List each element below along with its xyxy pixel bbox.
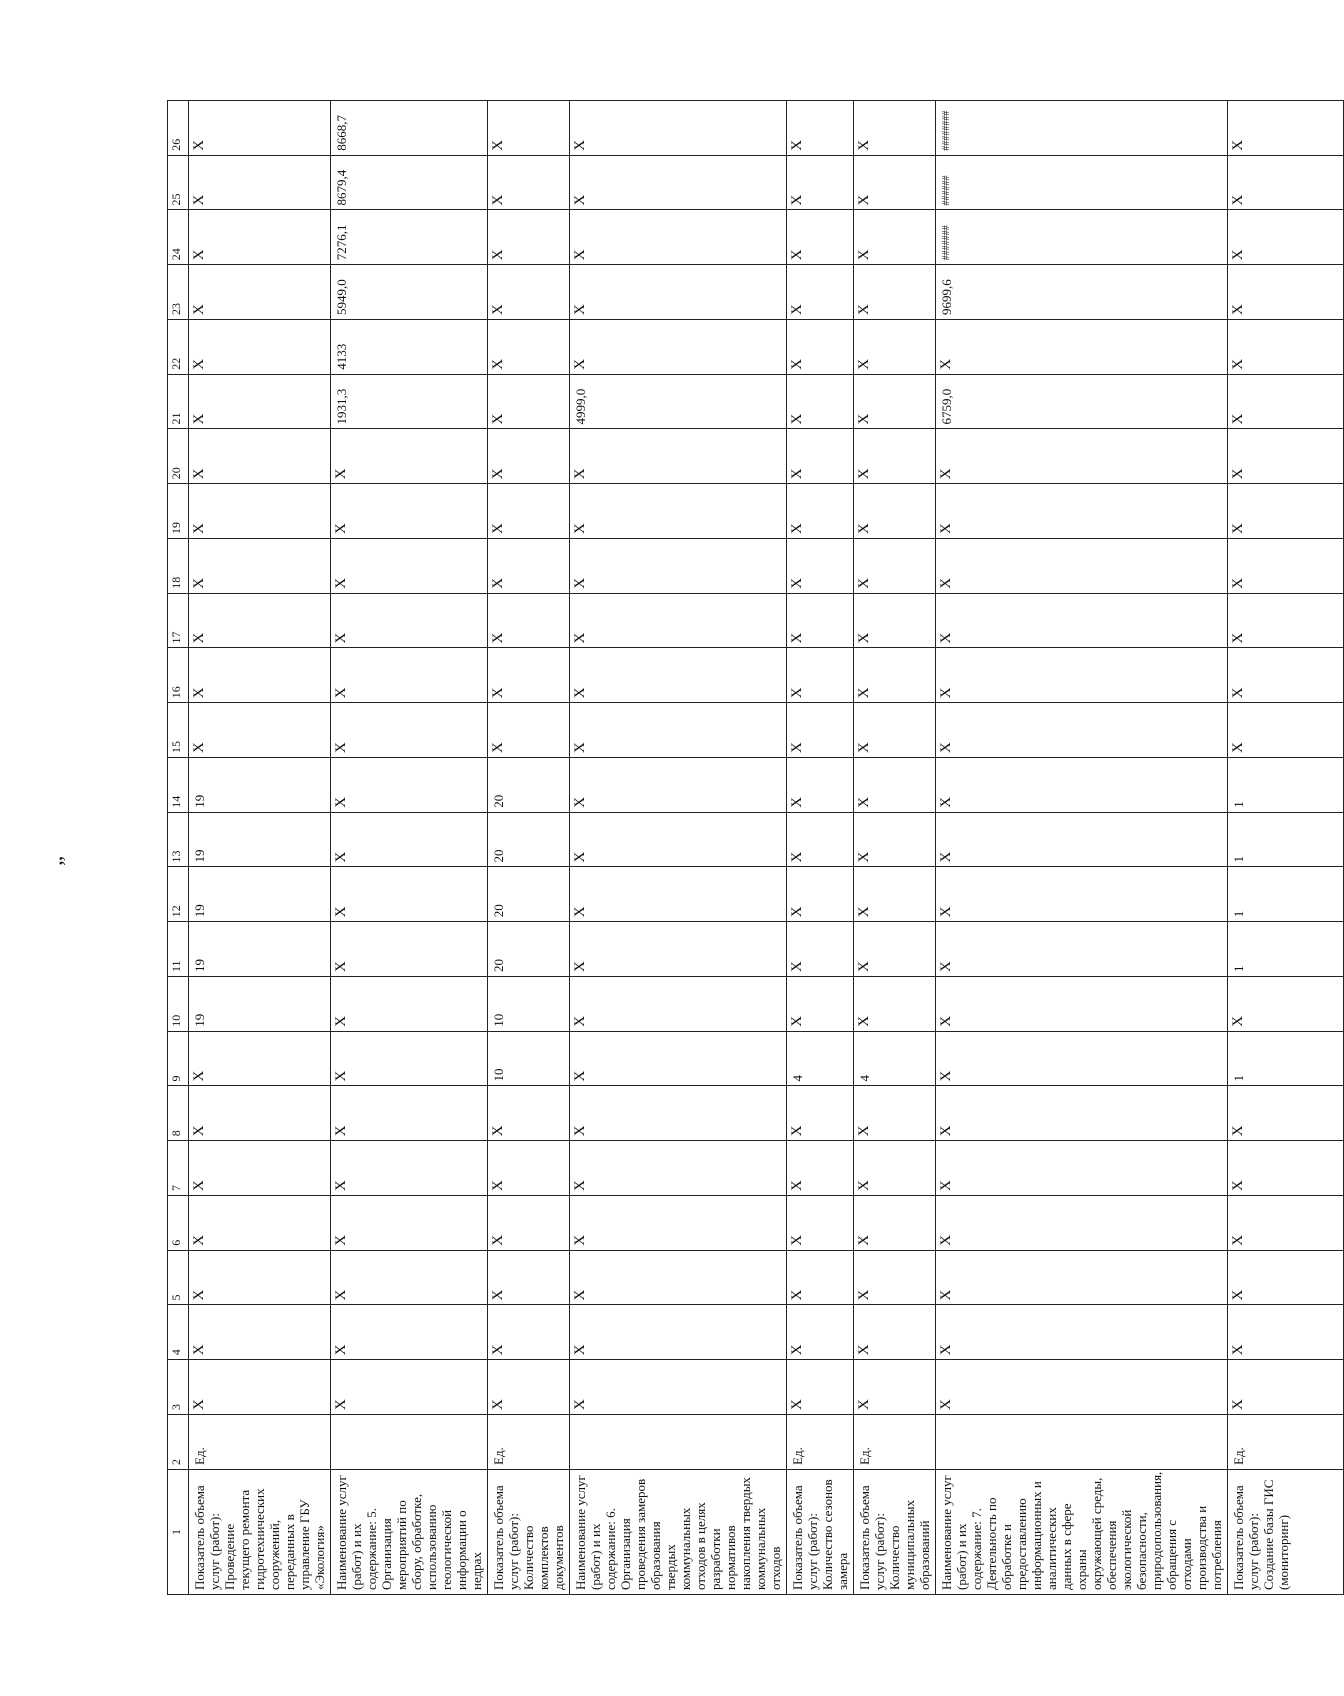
value-cell: X: [331, 1086, 488, 1141]
value-cell: X: [488, 593, 570, 648]
value-cell: X: [570, 1196, 787, 1251]
value-cell: X: [189, 648, 331, 703]
value-cell: X: [570, 703, 787, 758]
value-cell: X: [936, 320, 1228, 375]
value-cell: 20: [488, 922, 570, 977]
value-cell: X: [936, 648, 1228, 703]
value-cell: X: [854, 977, 936, 1032]
value-cell: X: [570, 265, 787, 320]
table-row: [189, 101, 331, 1595]
value-cell: X: [331, 648, 488, 703]
value-cell: X: [189, 1086, 331, 1141]
value-cell: X: [1228, 703, 1344, 758]
value-cell: X: [1228, 1086, 1344, 1141]
value-cell: 20: [488, 758, 570, 813]
value-cell: X: [331, 703, 488, 758]
value-cell: X: [787, 1141, 854, 1196]
value-cell: X: [570, 101, 787, 156]
value-cell: X: [189, 265, 331, 320]
value-cell: X: [787, 429, 854, 484]
value-cell: X: [189, 539, 331, 594]
value-cell: 19: [189, 922, 331, 977]
table-row: [488, 101, 570, 1595]
value-cell: X: [189, 155, 331, 210]
value-cell: X: [331, 1360, 488, 1415]
value-cell: X: [787, 758, 854, 813]
value-cell: X: [854, 101, 936, 156]
value-cell: 1: [1228, 867, 1344, 922]
value-cell: 4133: [331, 320, 488, 375]
value-cell: X: [488, 1250, 570, 1305]
value-cell: X: [854, 429, 936, 484]
column-number-cell: 19: [168, 484, 189, 539]
column-number-cell: 21: [168, 374, 189, 429]
column-number-cell: 24: [168, 210, 189, 265]
row-label-cell: Показатель объема услуг (работ): Создание базы ГИС (мониторинг): [1228, 1470, 1344, 1595]
value-cell: X: [488, 703, 570, 758]
value-cell: X: [570, 812, 787, 867]
value-cell: X: [854, 265, 936, 320]
value-cell: X: [1228, 1250, 1344, 1305]
value-cell: X: [331, 922, 488, 977]
value-cell: X: [854, 374, 936, 429]
value-cell: X: [787, 539, 854, 594]
value-cell: X: [488, 1360, 570, 1415]
value-cell: X: [854, 867, 936, 922]
value-cell: X: [787, 1360, 854, 1415]
value-cell: X: [936, 812, 1228, 867]
value-cell: X: [331, 539, 488, 594]
value-cell: X: [787, 1250, 854, 1305]
value-cell: X: [787, 593, 854, 648]
value-cell: X: [570, 758, 787, 813]
unit-cell: Ед.: [189, 1415, 331, 1470]
column-number-cell: 18: [168, 539, 189, 594]
value-cell: X: [189, 1196, 331, 1251]
column-number-cell: 16: [168, 648, 189, 703]
column-number-cell: 6: [168, 1196, 189, 1251]
value-cell: X: [787, 101, 854, 156]
value-cell: X: [936, 429, 1228, 484]
value-cell: X: [488, 101, 570, 156]
value-cell: X: [1228, 155, 1344, 210]
column-number-cell: 22: [168, 320, 189, 375]
table-row: [570, 101, 787, 1595]
value-cell: X: [1228, 320, 1344, 375]
column-number-cell: 8: [168, 1086, 189, 1141]
value-cell: X: [570, 320, 787, 375]
value-cell: X: [570, 867, 787, 922]
column-number-cell: 23: [168, 265, 189, 320]
value-cell: X: [189, 1250, 331, 1305]
column-number-cell: 17: [168, 593, 189, 648]
value-cell: X: [787, 155, 854, 210]
column-number-cell: 2: [168, 1415, 189, 1470]
value-cell: X: [787, 867, 854, 922]
value-cell: X: [570, 977, 787, 1032]
value-cell: X: [570, 539, 787, 594]
value-cell: 1: [1228, 812, 1344, 867]
value-cell: X: [570, 648, 787, 703]
column-number-cell: 11: [168, 922, 189, 977]
value-cell: X: [854, 1250, 936, 1305]
unit-cell: [331, 1415, 488, 1470]
value-cell: 10: [488, 1031, 570, 1086]
value-cell: X: [854, 648, 936, 703]
value-cell: X: [488, 1305, 570, 1360]
row-label-cell: Наименование услуг (работ) и их содержание: 7. Деятельность по обработке и предоставлению информационных и аналитических данных в сфере охраны окружающей среды, обеспечения экологической безопасности, природопользования, обращения с отходами производства и потребления: [936, 1470, 1228, 1595]
value-cell: X: [331, 484, 488, 539]
value-cell: X: [331, 758, 488, 813]
value-cell: X: [936, 484, 1228, 539]
value-cell: X: [936, 1250, 1228, 1305]
value-cell: X: [854, 812, 936, 867]
header-row: [168, 101, 189, 1595]
value-cell: X: [1228, 977, 1344, 1032]
value-cell: X: [787, 1196, 854, 1251]
value-cell: X: [189, 320, 331, 375]
value-cell: X: [787, 977, 854, 1032]
value-cell: X: [787, 1086, 854, 1141]
value-cell: X: [488, 429, 570, 484]
value-cell: X: [936, 1305, 1228, 1360]
value-cell: X: [488, 374, 570, 429]
value-cell: 8668,7: [331, 101, 488, 156]
column-number-cell: 3: [168, 1360, 189, 1415]
value-cell: 7276,1: [331, 210, 488, 265]
value-cell: ########: [936, 101, 1228, 156]
value-cell: X: [570, 593, 787, 648]
value-cell: X: [787, 265, 854, 320]
value-cell: X: [854, 758, 936, 813]
value-cell: X: [331, 812, 488, 867]
value-cell: X: [1228, 593, 1344, 648]
value-cell: X: [331, 1141, 488, 1196]
value-cell: X: [1228, 539, 1344, 594]
column-number-cell: 7: [168, 1141, 189, 1196]
value-cell: 1: [1228, 922, 1344, 977]
value-cell: X: [854, 1305, 936, 1360]
value-cell: 19: [189, 977, 331, 1032]
column-number-cell: 14: [168, 758, 189, 813]
value-cell: X: [189, 210, 331, 265]
value-cell: X: [331, 1196, 488, 1251]
value-cell: 19: [189, 758, 331, 813]
value-cell: X: [331, 867, 488, 922]
value-cell: X: [854, 1086, 936, 1141]
row-label-cell: Показатель объема услуг (работ): Количество муниципальных образований: [854, 1470, 936, 1595]
unit-cell: Ед.: [488, 1415, 570, 1470]
rotated-table-wrapper: [167, 100, 1291, 1595]
value-cell: X: [787, 374, 854, 429]
value-cell: X: [331, 977, 488, 1032]
unit-cell: Ед.: [787, 1415, 854, 1470]
column-number-cell: 20: [168, 429, 189, 484]
value-cell: X: [787, 703, 854, 758]
value-cell: X: [1228, 210, 1344, 265]
value-cell: X: [787, 1305, 854, 1360]
value-cell: X: [787, 922, 854, 977]
value-cell: X: [936, 922, 1228, 977]
value-cell: X: [189, 1305, 331, 1360]
stray-quote-mark: ”: [53, 856, 79, 866]
column-number-cell: 10: [168, 977, 189, 1032]
value-cell: 4: [787, 1031, 854, 1086]
unit-cell: [570, 1415, 787, 1470]
value-cell: X: [854, 320, 936, 375]
value-cell: X: [570, 1360, 787, 1415]
value-cell: X: [189, 484, 331, 539]
unit-cell: Ед.: [1228, 1415, 1344, 1470]
value-cell: X: [936, 1360, 1228, 1415]
value-cell: X: [488, 210, 570, 265]
value-cell: X: [936, 1196, 1228, 1251]
value-cell: X: [1228, 1141, 1344, 1196]
value-cell: #######: [936, 210, 1228, 265]
value-cell: X: [936, 977, 1228, 1032]
unit-cell: Ед.: [854, 1415, 936, 1470]
value-cell: X: [1228, 429, 1344, 484]
table-row: [331, 101, 488, 1595]
value-cell: 1: [1228, 758, 1344, 813]
value-cell: X: [189, 593, 331, 648]
value-cell: X: [1228, 265, 1344, 320]
unit-cell: [936, 1415, 1228, 1470]
value-cell: X: [570, 1141, 787, 1196]
value-cell: X: [787, 648, 854, 703]
value-cell: X: [488, 155, 570, 210]
value-cell: X: [570, 922, 787, 977]
value-cell: X: [189, 1141, 331, 1196]
value-cell: X: [488, 265, 570, 320]
column-number-cell: 26: [168, 101, 189, 156]
value-cell: 19: [189, 812, 331, 867]
value-cell: X: [488, 539, 570, 594]
value-cell: X: [331, 1305, 488, 1360]
value-cell: X: [936, 867, 1228, 922]
value-cell: X: [570, 1086, 787, 1141]
table-row: [936, 101, 1228, 1595]
value-cell: X: [570, 1031, 787, 1086]
value-cell: X: [488, 1141, 570, 1196]
value-cell: 4: [854, 1031, 936, 1086]
value-cell: X: [1228, 648, 1344, 703]
value-cell: X: [1228, 101, 1344, 156]
row-label-cell: Наименование услуг (работ) и их содержание: 5. Организация мероприятий по сбору, обработке, использованию геологической информации о недрах: [331, 1470, 488, 1595]
value-cell: X: [854, 155, 936, 210]
value-cell: X: [854, 1141, 936, 1196]
value-cell: X: [854, 210, 936, 265]
value-cell: X: [189, 1360, 331, 1415]
column-number-cell: 25: [168, 155, 189, 210]
value-cell: X: [488, 648, 570, 703]
value-cell: X: [854, 1196, 936, 1251]
value-cell: X: [936, 1031, 1228, 1086]
table-row: [1228, 101, 1344, 1595]
value-cell: 5949,0: [331, 265, 488, 320]
value-cell: X: [854, 1360, 936, 1415]
value-cell: X: [1228, 374, 1344, 429]
value-cell: X: [331, 429, 488, 484]
value-cell: X: [570, 429, 787, 484]
value-cell: X: [488, 1196, 570, 1251]
column-number-cell: 12: [168, 867, 189, 922]
column-number-cell: 5: [168, 1250, 189, 1305]
value-cell: X: [854, 484, 936, 539]
value-cell: X: [570, 155, 787, 210]
column-number-cell: 1: [168, 1470, 189, 1595]
value-cell: X: [1228, 1360, 1344, 1415]
value-cell: X: [189, 1031, 331, 1086]
column-number-cell: 9: [168, 1031, 189, 1086]
row-label-cell: Показатель объема услуг (работ): Количество сезонов замера: [787, 1470, 854, 1595]
value-cell: X: [787, 320, 854, 375]
value-cell: X: [936, 1141, 1228, 1196]
value-cell: X: [189, 429, 331, 484]
value-cell: X: [488, 484, 570, 539]
value-cell: 1: [1228, 1031, 1344, 1086]
value-cell: X: [570, 1305, 787, 1360]
column-number-cell: 15: [168, 703, 189, 758]
value-cell: X: [1228, 484, 1344, 539]
value-cell: X: [189, 703, 331, 758]
value-cell: 4999,0: [570, 374, 787, 429]
value-cell: X: [189, 101, 331, 156]
value-cell: X: [570, 210, 787, 265]
value-cell: X: [936, 593, 1228, 648]
column-number-cell: 13: [168, 812, 189, 867]
value-cell: X: [570, 1250, 787, 1305]
data-table: [167, 100, 1344, 1595]
value-cell: X: [1228, 1305, 1344, 1360]
value-cell: X: [936, 758, 1228, 813]
value-cell: X: [854, 922, 936, 977]
table-row: [854, 101, 936, 1595]
value-cell: X: [936, 539, 1228, 594]
value-cell: X: [189, 374, 331, 429]
value-cell: 1931,3: [331, 374, 488, 429]
value-cell: 19: [189, 867, 331, 922]
value-cell: X: [854, 593, 936, 648]
value-cell: X: [854, 703, 936, 758]
value-cell: X: [787, 484, 854, 539]
value-cell: X: [936, 703, 1228, 758]
value-cell: X: [1228, 1196, 1344, 1251]
value-cell: X: [488, 320, 570, 375]
value-cell: 6759,0: [936, 374, 1228, 429]
row-label-cell: Показатель объема услуг (работ): Проведение текущего ремонта гидротехнических сооружений, переданных в управление ГБУ «Экология»: [189, 1470, 331, 1595]
value-cell: 20: [488, 867, 570, 922]
value-cell: X: [331, 1250, 488, 1305]
column-number-cell: 4: [168, 1305, 189, 1360]
row-label-cell: Показатель объема услуг (работ): Количество комплектов документов: [488, 1470, 570, 1595]
value-cell: 20: [488, 812, 570, 867]
value-cell: X: [331, 593, 488, 648]
value-cell: ######: [936, 155, 1228, 210]
value-cell: 10: [488, 977, 570, 1032]
value-cell: X: [488, 1086, 570, 1141]
table-row: [787, 101, 854, 1595]
row-label-cell: Наименование услуг (работ) и их содержание: 6. Организация проведения замеров образования твердых коммунальных отходов в целях разработки нормативов накопления твердых коммунальных отходов: [570, 1470, 787, 1595]
value-cell: 8679,4: [331, 155, 488, 210]
value-cell: X: [936, 1086, 1228, 1141]
value-cell: X: [570, 484, 787, 539]
value-cell: X: [331, 1031, 488, 1086]
value-cell: X: [787, 812, 854, 867]
value-cell: 9699,6: [936, 265, 1228, 320]
value-cell: X: [854, 539, 936, 594]
value-cell: X: [787, 210, 854, 265]
